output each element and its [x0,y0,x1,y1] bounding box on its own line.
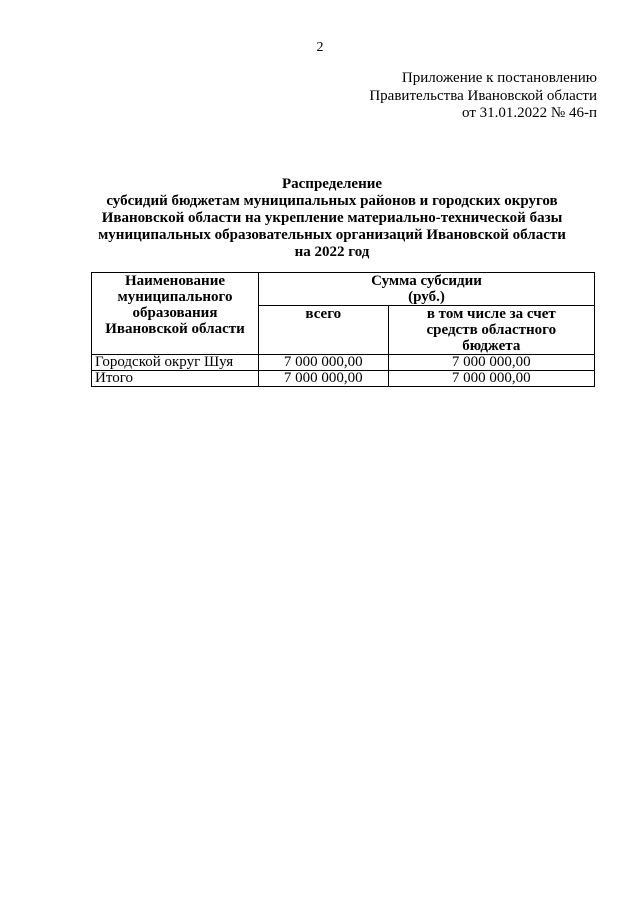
header-subsidy-sum [259,273,595,306]
title-line: субсидий бюджетам муниципальных районов и городских округов [106,193,558,209]
title-line: Распределение [281,176,383,192]
header-total [259,306,389,355]
table-row-total [92,371,595,387]
header-text: Сумма субсидии [371,273,482,289]
header-text: средств областного [426,322,557,338]
appendix-line: Приложение к постановлению [401,70,597,86]
header-text: бюджета [462,338,521,354]
document-title [0,176,640,261]
page-number: 2 [316,40,324,55]
cell-municipality: Итого [92,371,259,387]
appendix-line: от 31.01.2022 № 46-п [462,105,597,121]
header-text: образования [132,305,218,321]
title-line: на 2022 год [294,244,370,260]
appendix-reference [369,70,597,123]
header-text: в том числе за счет [426,306,556,322]
table-header-row [92,273,595,306]
header-text: всего [305,306,342,322]
appendix-line: Правительства Ивановской области [369,87,597,104]
cell-total: 7 000 000,00 [259,355,389,371]
cell-municipality: Городской округ Шуя [92,355,259,371]
header-text: (руб.) [408,289,445,305]
cell-regional: 7 000 000,00 [388,371,594,387]
header-text: муниципального [117,289,233,305]
header-text: Наименование [125,273,225,289]
title-line: Ивановской области на укрепление материально-технической базы [101,210,563,226]
header-text: Ивановской области [105,321,245,337]
title-line: муниципальных образовательных организаций Ивановской области [98,227,566,243]
header-municipality [92,273,259,355]
header-regional-budget [388,306,594,355]
table-row [92,355,595,371]
cell-regional: 7 000 000,00 [388,355,594,371]
cell-total: 7 000 000,00 [259,371,389,387]
subsidy-table [91,272,595,387]
